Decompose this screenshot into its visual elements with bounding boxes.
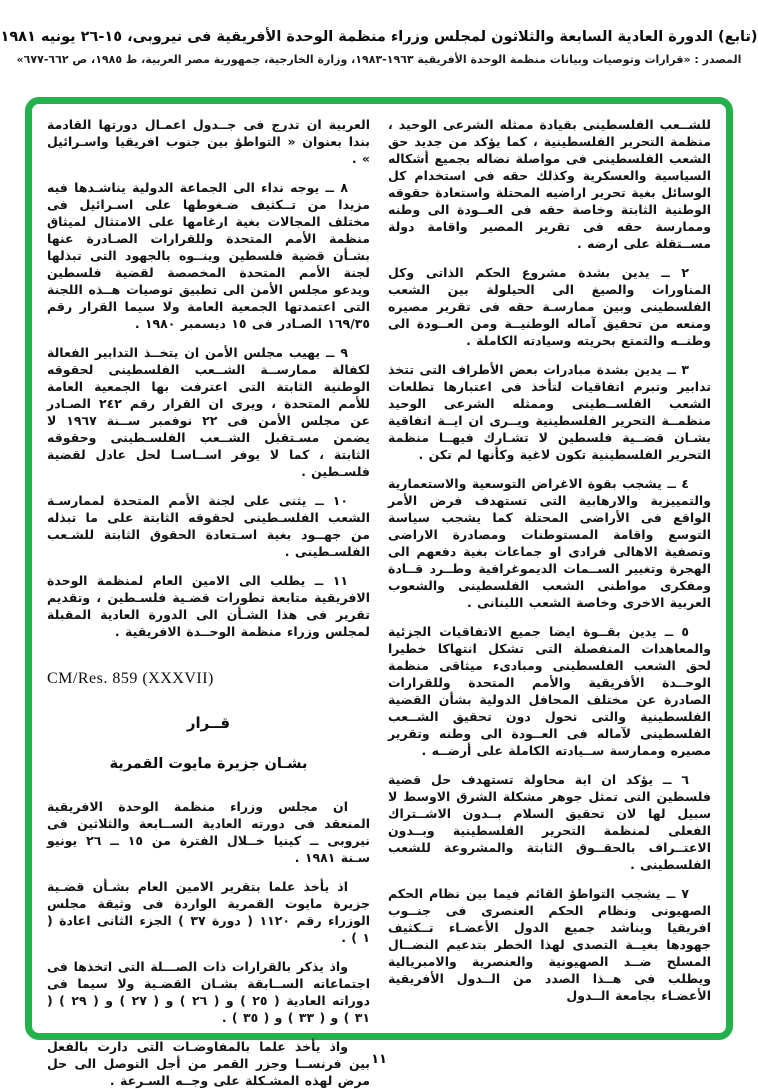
paragraph: ان مجلس وزراء منظمة الوحدة الافريقية المنعقد فى دورته العادية الســابعة والثلاثين فى نيروبى ــ كينيا خــلال الفترة من ١٥ ــ ٢٦ يونيو سـنة ١٩٨١ . xyxy=(47,799,371,865)
paragraph: ٧ ــ يشجب التواطؤ القائم فيما بين نظام الحكم الصهيونى ونظام الحكم العنصرى فى جنــوب افريقيا ويناشد جميع الدول الأعضـاء تــكثيف جهودها بغيــة التصدى لهذا الخطر بتدعيم النضــال المسلح ضــد الصهيونية والعنصرية والامبريالية ويطلب فى هــذا الصدد من الــدول الأفريقية الأعضـاء بجامعة الــدول xyxy=(388,886,711,1003)
column-left xyxy=(47,116,371,1088)
page-number: ١١ xyxy=(371,1051,387,1067)
paragraph: للشــعب الفلسطينى بقيادة ممثله الشرعى الوحيد ، منظمة التحرير الفلسطينية ، كما يؤكد من جديد حق الشعب الفلسطينى فى مواصلة نضاله بجميع أشكاله السياسية والعسكرية وكذلك حقه فى استخدام كل الوسائل بغية تحرير اراضيه المحتلة واستعادة حقوقه الوطنية الثابتة وخاصة حقه فى العــودة الى وطنه وممارسة حقه فى تقرير المصير واقامة دولة مســتقلة على ارضه . xyxy=(388,117,711,251)
paragraph: ١٠ ــ يثنى على لجنة الأمم المتحدة لممارسـة الشعب الفلسـطينى لحقوقه الثابتة على ما تبذله من جهــود بغية اسـتعادة الحقوق الثابتة للشـعب الفلسـطينى . xyxy=(47,493,370,559)
resolution-heading: قــرار xyxy=(186,714,231,732)
paragraph: واذ يأخذ علما بالمفاوضـات التى دارت بالفعل بين فرنســا وجزر القمر من أجل التوصل الى حل مرض لهذه المشـكلة على وجــه السـرعة . xyxy=(47,1039,370,1088)
paragraph: ٦ ــ يؤكد ان اية محاولة تستهدف حل قضية فلسطين التى تمثل جوهر مشكلة الشرق الاوسط لا سبيل لها لان تحقيق السلام بــدون الاشــتراك الفعلى لمنظمة التحرير الفلسطينية وبــدون الاعتــراف بالحقــوق الثابتة والمشروعة للشعب الفلسطينى . xyxy=(388,772,711,872)
paragraph: ٨ ــ يوجه نداء الى الجماعة الدولية يناشـدها فيه مزيدا من تــكثيف ضـغوطها على اسـرائيل فى مختلف المجالات بغية ارغامها على الامتثال لميثاق منظمة الأمم المتحدة وللقرارات الصـادرة عنها بشـأن قضية فلسطين وينــوه بالجهود التى تبذلها لجنة الأمم المتحدة المخصصة لقضية فلسطين ويدعو مجلس الأمن الى تطبيق توصيات هــذه اللجنة التى اعتمدتها الجمعية العامة ولا سيما القرار رقم ١٦٩/٣٥ الصـادر فى ١٥ ديسمبر ١٩٨٠ . xyxy=(47,180,370,331)
paragraph: العربية ان تدرج فى جــدول اعمـال دورتها القادمة بندا بعنوان « التواطؤ بين جنوب افريقيا واسـرائيل » . xyxy=(47,117,370,166)
session-title: (تابع) الدورة العادية السابعة والثلاثون لمجلس وزراء منظمة الوحدة الأفريقية فى نيروبى، ١٥-٢٦ يونيه ١٩٨١ xyxy=(0,29,758,45)
paragraph: ٤ ــ يشجب بقوة الاغراض التوسعية والاستعمارية والتمييزية والارهابية التى تستهدف فرض الأمر الواقع فى الأراضى المحتلة كما يشجب سياسة التوسع واقامة المستوطنات ومصادرة الاراضى وتصفية الاهالى فرادى او جماعات بغية دفعهم الى الهجرة وتغيير الســمات الديموغرافية وطــرد قــادة ومفكرى مواطنى الشعب الفلسطينى والشعوب العربية الاخرى وخاصة الشعب اللبنانى . xyxy=(388,476,711,610)
page-header xyxy=(0,0,758,97)
paragraph: ٢ ــ يدين بشدة مشروع الحكم الذاتى وكل المناورات والصيغ الى الحيلولة بين الشعب الفلسطينى وبين ممارسـة حقه فى تقرير مصيره ومنعه من تحقيق آماله الوطنيــة ومن العــودة الى وطنــه والتمتع بحريته وسيادته الكاملة . xyxy=(388,265,711,348)
source-citation: المصدر : «قرارات وتوصيات وبيانات منظمة الوحدة الأفريقية ١٩٦٣-١٩٨٣، وزارة الخارجية، جمهورية مصر العربية، ط ١٩٨٥، ص ٦٦٢-٦٧٧» xyxy=(16,53,742,67)
resolution-subject: بشـان جزيرة مايوت القمرية xyxy=(109,756,308,772)
column-right xyxy=(388,116,711,1023)
paragraph: ٩ ــ يهيب مجلس الأمن ان يتخــذ التدابير الفعالة لكفالة ممارســة الشــعب الفلسطينى لحقوقه الوطنية الثابتة التى اعترفت بها الجمعية العامة للأمم المتحدة ، ويرى ان القرار رقم ٢٤٢ الصـادر عن مجلس الأمن فى ٢٢ نوفمبر ســنة ١٩٦٧ لا يضمن مسـتقبل الشــعب الفلسـطينى وحقوقه الثابتة ، كما لا يوفر اســاسـا لحل عادل لقضية فلسـطين . xyxy=(47,345,370,479)
paragraph: واذ يذكر بالقرارات ذات الصـــلة التى اتخذها فى اجتماعاته الســابقة بشـان القضـية ولا سيما فى دوراته العادية ( ٢٥ ) و ( ٢٦ ) و ( ٢٧ ) و ( ٢٩ ) ( ٣١ ) و ( ٣٣ ) و ( ٣٥ ) . xyxy=(47,959,371,1025)
paragraph: ١١ ــ يطلب الى الامين العام لمنظمة الوحدة الافريقية متابعة تطورات قضـية فلسـطين ، وتقديم تقرير فى هذا الشـأن الى الدورة العادية المقبلة لمجلس وزراء منظمة الوحــدة الافريقية . xyxy=(47,573,370,639)
content-frame xyxy=(25,97,733,1088)
paragraph: ٣ ــ يدين بشدة مبادرات بعض الأطراف التى تتخذ تدابير وتبرم اتفاقيات لتأخذ فى اعتبارها تطلعات الشعب الفلســطينى وممثله الشرعى الوحيد منظمــة التحرير الفلسطينية ويــرى ان ايــة اتفاقية بشـان قضــية فلسطين لا تشـارك فيهــا منظمة التحرير الفلسطينية تكون لاغية وكأنها لم تكن . xyxy=(388,362,711,462)
paragraph: ٥ ــ يدين بقــوة ايضا جميع الاتفاقيات الجزئية والمعاهدات المنفصلة التى تشكل انتهاكا خطيرا لحق الشعب الفلسطينى ومبادىء ميثاقى منظمة الوحــدة الأفريقية والأمم المتحدة وللقرارات الصادرة عن مختلف المحافل الدولية بشأن القضية الفلسطينية والتى تحول دون تحقيق الشــعب الفلسطينى لآماله فى العــودة الى وطنه وتقرير مصيره وممارسة ســيادته الكاملة على أرضــه . xyxy=(388,624,711,758)
paragraph: اذ يأخذ علما بتقرير الامين العام بشـأن قضـية جزيرة مايوت القمرية الواردة فى وثيقة مجلس الوزراء رقم ١١٢٠ ( دورة ٣٧ ) الجزء الثانى اعادة ( ١ ) . xyxy=(47,879,370,945)
two-column-layout xyxy=(47,116,711,1088)
resolution-code: CM/Res. 859 (XXXVII) xyxy=(47,670,214,687)
